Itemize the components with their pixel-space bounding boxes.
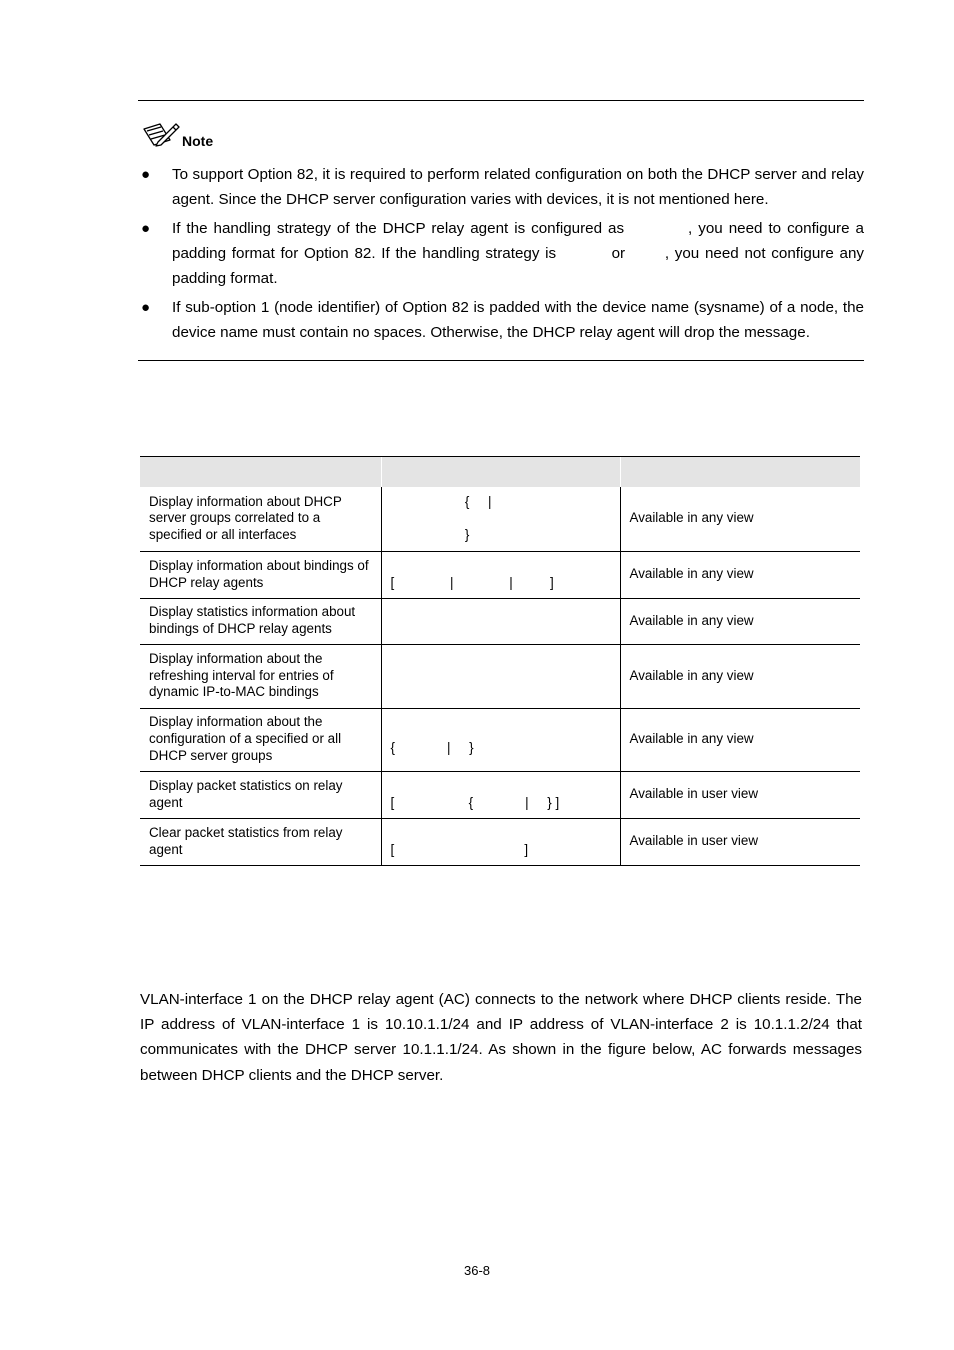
row-command: [ ]	[381, 818, 620, 865]
bullet-dot-icon: ●	[141, 299, 151, 316]
note-bottom-rule	[138, 360, 864, 361]
bullet-dot-icon: ●	[141, 166, 151, 183]
bullet-dot-icon: ●	[141, 220, 151, 237]
header-to-do	[140, 457, 381, 488]
header-remarks	[620, 457, 860, 488]
row-command	[381, 644, 620, 708]
table-row	[140, 487, 860, 551]
row-description: Clear packet statistics from relay agent	[140, 818, 381, 865]
table-header-row	[140, 457, 860, 488]
note-label: Note	[182, 133, 214, 149]
row-remarks: Available in any view	[620, 644, 860, 708]
row-description: Display information about the configuration of a specified or all DHCP server groups	[140, 708, 381, 771]
display-commands-table	[140, 456, 860, 866]
row-remarks: Available in user view	[620, 771, 860, 818]
row-command: { | }	[381, 708, 620, 771]
row-description: Display information about DHCP server groups correlated to a specified or all interfaces	[140, 487, 381, 551]
table-row	[140, 771, 860, 818]
row-remarks: Available in any view	[620, 551, 860, 598]
table-row	[140, 551, 860, 598]
note-pencil-icon	[142, 120, 180, 150]
table-row	[140, 708, 860, 771]
header-command	[381, 457, 620, 488]
note-top-rule	[138, 100, 864, 101]
row-command: [ { | } ]	[381, 771, 620, 818]
row-remarks: Available in any view	[620, 598, 860, 644]
row-remarks: Available in any view	[620, 708, 860, 771]
row-description: Display information about bindings of DHCP relay agents	[140, 551, 381, 598]
row-description: Display information about the refreshing interval for entries of dynamic IP-to-MAC bindings	[140, 644, 381, 708]
row-description: Display packet statistics on relay agent	[140, 771, 381, 818]
row-remarks: Available in any view	[620, 487, 860, 551]
row-command: [ | | ]	[381, 551, 620, 598]
row-command: { | }	[381, 487, 620, 551]
note-bullet: ● To support Option 82, it is required to perform related configuration on both the DHCP server and relay agent. Since the DHCP server configuration varies with devices, it is not mentioned here.	[138, 162, 864, 212]
note-bullet: ● If the handling strategy of the DHCP relay agent is configured as , you need to configure a padding format for Option 82. If the handling strategy is or , you need not configure any padding format.	[138, 216, 864, 291]
row-command	[381, 598, 620, 644]
table-row	[140, 644, 860, 708]
note-header	[142, 120, 213, 150]
table-row	[140, 818, 860, 865]
note-bullet-list	[138, 162, 864, 349]
row-remarks: Available in user view	[620, 818, 860, 865]
page-number: 36-8	[463, 1263, 491, 1278]
network-description-paragraph: VLAN-interface 1 on the DHCP relay agent (AC) connects to the network where DHCP clients reside. The IP address of VLAN-interface 1 is 10.10.1.1/24 and IP address of VLAN-interface 2 is 10.1.1.2/24 that communicates with the DHCP server 10.1.1.1/24. As shown in the figure below, AC forwards messages between DHCP clients and the DHCP server.	[140, 991, 862, 1084]
table-row	[140, 598, 860, 644]
note-bullet: ● If sub-option 1 (node identifier) of Option 82 is padded with the device name (sysname) of a node, the device name must contain no spaces. Otherwise, the DHCP relay agent will drop the message.	[138, 295, 864, 345]
row-description: Display statistics information about bindings of DHCP relay agents	[140, 598, 381, 644]
